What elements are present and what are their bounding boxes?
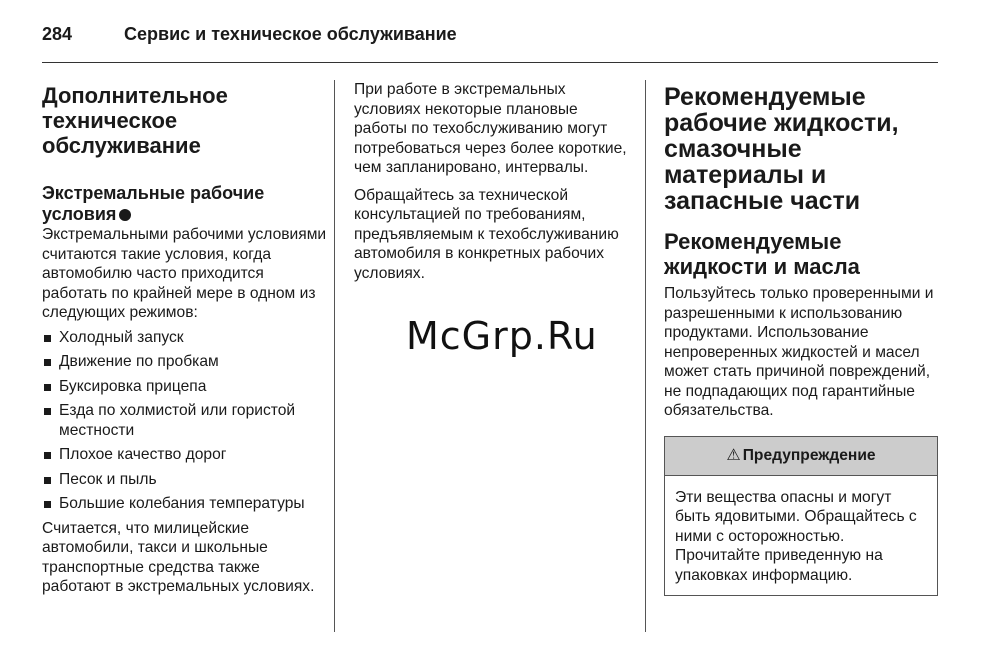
list-item bbox=[42, 401, 327, 440]
list-item-text: Песок и пыль bbox=[59, 470, 157, 488]
warning-title: Предупреждение bbox=[742, 446, 876, 464]
list-item-text: Езда по холмистой или гористой местности bbox=[59, 402, 296, 439]
column-2 bbox=[354, 80, 629, 283]
list-item bbox=[42, 377, 327, 397]
subheading-text: Экстремальные рабочие условия bbox=[42, 183, 265, 224]
square-bullet-icon bbox=[44, 335, 51, 342]
list-item-text: Движение по пробкам bbox=[59, 353, 219, 370]
intro-paragraph: Экстремальными рабочими условиями считаются такие условия, когда автомобилю часто приходится работать по крайней мере в одном из следующих режимов: bbox=[42, 226, 327, 321]
fluids-paragraph: Пользуйтесь только проверенными и разрешенными к использованию продуктами. Использование непроверенных жидкостей и масел может стать причиной повреждений, не подпадающих под гарантийные обязательства. bbox=[664, 285, 934, 419]
list-item-text: Холодный запуск bbox=[59, 328, 184, 346]
warning-box bbox=[664, 436, 938, 597]
square-bullet-icon bbox=[44, 384, 51, 391]
square-bullet-icon bbox=[44, 477, 51, 484]
running-header-title: Сервис и техническое обслуживание bbox=[124, 23, 457, 44]
square-bullet-icon bbox=[44, 359, 51, 366]
list-item bbox=[42, 445, 327, 465]
watermark-logo: McGrp.Ru bbox=[406, 314, 598, 358]
list-item-text: Плохое качество дорог bbox=[59, 446, 227, 463]
conditions-list bbox=[42, 328, 327, 514]
section-title-recommended-materials: Рекомендуемые рабочие жидкости, смазочные материалы и запасные части bbox=[664, 83, 899, 215]
list-item-text: Буксировка прицепа bbox=[59, 377, 207, 395]
square-bullet-icon bbox=[44, 408, 51, 415]
header-rule bbox=[42, 62, 938, 63]
list-item bbox=[42, 352, 327, 372]
paragraph-consultation: Обращайтесь за технической консультацией по требованиям, предъявляемым к техобслуживанию автомобиля в конкретных рабочих условиях. bbox=[354, 186, 619, 282]
column-3 bbox=[664, 80, 940, 596]
filled-circle-icon bbox=[119, 209, 131, 221]
paragraph-shorter-intervals: При работе в экстремальных условиях некоторые плановые работы по техобслуживанию могут потребоваться через более короткие, чем запланировано, интервалы. bbox=[354, 81, 627, 176]
list-item bbox=[42, 470, 327, 490]
warning-triangle-icon: ⚠ bbox=[726, 446, 741, 464]
warning-text: Эти вещества опасны и могут быть ядовитыми. Обращайтесь с ними с осторожностью. Прочитайте приведенную на упаковках информацию. bbox=[675, 488, 917, 584]
subheading-fluids-oils: Рекомендуемые жидкости и масла bbox=[664, 229, 860, 279]
page-number: 284 bbox=[42, 23, 73, 44]
section-title-additional-maintenance: Дополнительное техническое обслуживание bbox=[42, 83, 228, 158]
list-item bbox=[42, 494, 327, 514]
list-item bbox=[42, 328, 327, 348]
square-bullet-icon bbox=[44, 452, 51, 459]
column-divider-left bbox=[334, 80, 335, 632]
column-1 bbox=[42, 80, 327, 597]
closing-paragraph: Считается, что милицейские автомобили, такси и школьные транспортные средства также работают в экстремальных условиях. bbox=[42, 519, 315, 595]
list-item-text: Большие колебания температуры bbox=[59, 495, 305, 512]
square-bullet-icon bbox=[44, 501, 51, 508]
subheading-extreme-conditions bbox=[42, 183, 327, 225]
page-header bbox=[42, 20, 457, 48]
warning-header bbox=[665, 437, 937, 476]
column-divider-right bbox=[645, 80, 646, 632]
